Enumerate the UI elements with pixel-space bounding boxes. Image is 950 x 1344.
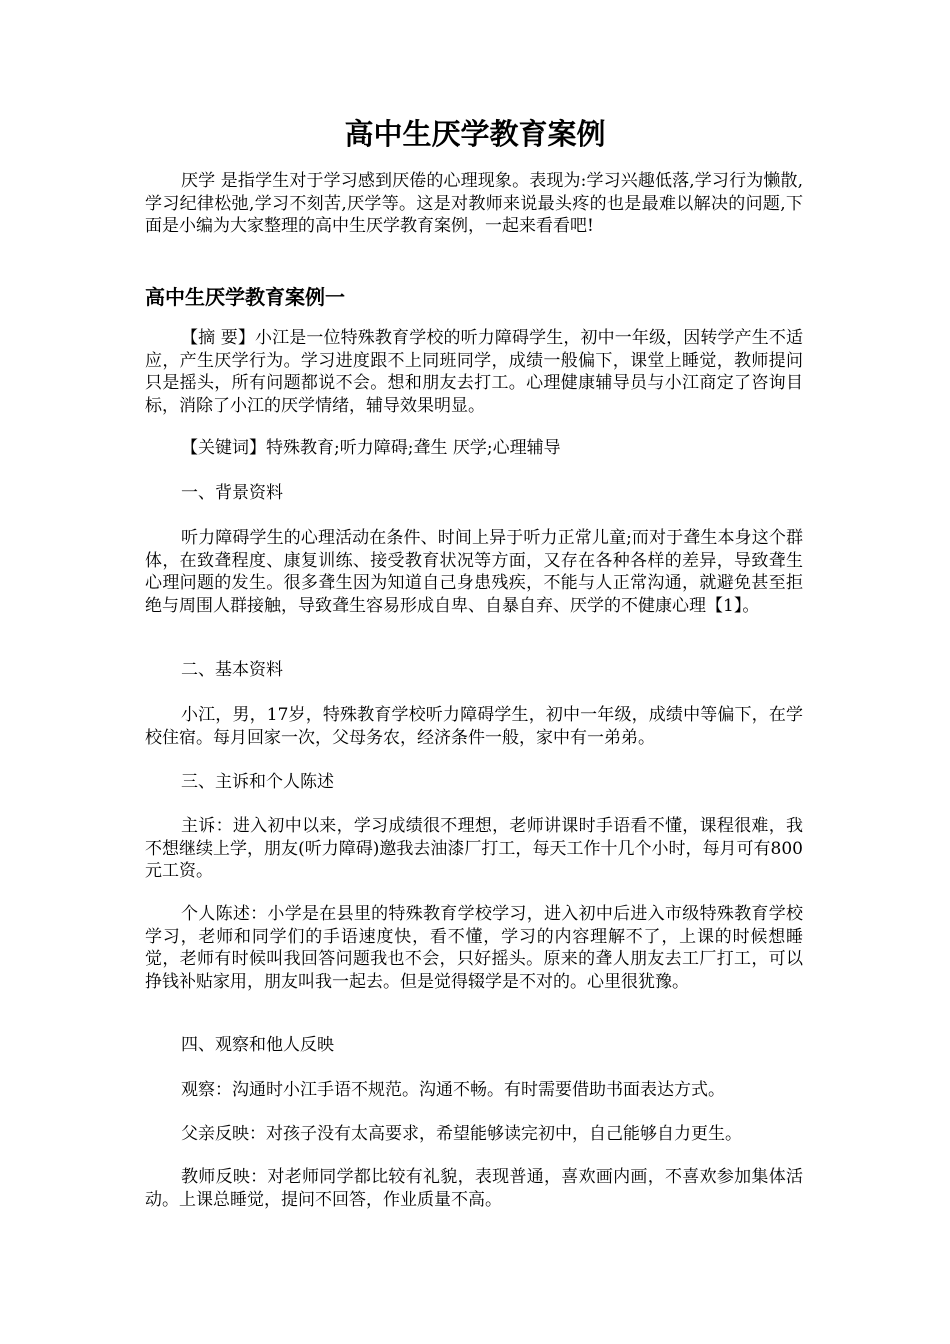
complaint-paragraph: 主诉：进入初中以来，学习成绩很不理想，老师讲课时手语看不懂，课程很难，我不想继续上学，朋友(听力障碍)邀我去油漆厂打工，每天工作十几个小时，每月可有800元工资。 [145,816,803,881]
basic-info-paragraph: 小江，男，17岁，特殊教育学校听力障碍学生，初中一年级，成绩中等偏下，在学校住宿。每月回家一次，父母务农，经济条件一般，家中有一弟弟。 [145,705,803,748]
heading-complaint: 三、主诉和个人陈述 [181,772,334,792]
father-feedback-paragraph: 父亲反映：对孩子没有太高要求，希望能够读完初中，自己能够自力更生。 [181,1124,742,1144]
teacher-feedback-paragraph: 教师反映：对老师同学都比较有礼貌，表现普通，喜欢画内画，不喜欢参加集体活动。上课总睡觉，提问不回答，作业质量不高。 [145,1167,803,1210]
heading-basic-info: 二、基本资料 [181,660,283,680]
observation-paragraph: 观察：沟通时小江手语不规范。沟通不畅。有时需要借助书面表达方式。 [181,1080,725,1100]
intro-paragraph: 厌学 是指学生对于学习感到厌倦的心理现象。表现为:学习兴趣低落,学习行为懒散,学习纪律松弛,学习不刻苦,厌学等。这是对教师来说最头疼的也是最难以解决的问题,下面是小编为大家整理的高中生厌学教育案例，一起来看看吧! [145,171,803,236]
heading-background: 一、背景资料 [181,483,283,503]
abstract-paragraph: 【摘 要】小江是一位特殊教育学校的听力障碍学生，初中一年级，因转学产生不适应，产生厌学行为。学习进度跟不上同班同学，成绩一般偏下，课堂上睡觉，教师提问只是摇头，所有问题都说不会。想和朋友去打工。心理健康辅导员与小江商定了咨询目标，消除了小江的厌学情绪，辅导效果明显。 [145,328,803,416]
document-title: 高中生厌学教育案例 [344,117,606,151]
personal-statement-paragraph: 个人陈述：小学是在县里的特殊教育学校学习，进入初中后进入市级特殊教育学校学习，老师和同学们的手语速度快，看不懂，学习的内容理解不了，上课的时候想睡觉，老师有时候叫我回答问题我也不会，只好摇头。原来的聋人朋友去工厂打工，可以挣钱补贴家用，朋友叫我一起去。但是觉得辍学是不对的。心里很犹豫。 [145,904,803,992]
keywords-paragraph: 【关键词】特殊教育;听力障碍;聋生 厌学;心理辅导 [181,438,561,458]
heading-observation: 四、观察和他人反映 [181,1035,334,1055]
background-paragraph: 听力障碍学生的心理活动在条件、时间上异于听力正常儿童;而对于聋生本身这个群体，在致聋程度、康复训练、接受教育状况等方面，又存在各种各样的差异，导致聋生心理问题的发生。很多聋生因为知道自己身患残疾，不能与人正常沟通，就避免甚至拒绝与周围人群接触，导致聋生容易形成自卑、自暴自弃、厌学的不健康心理【1】。 [145,528,803,616]
section-heading: 高中生厌学教育案例一 [145,285,345,309]
